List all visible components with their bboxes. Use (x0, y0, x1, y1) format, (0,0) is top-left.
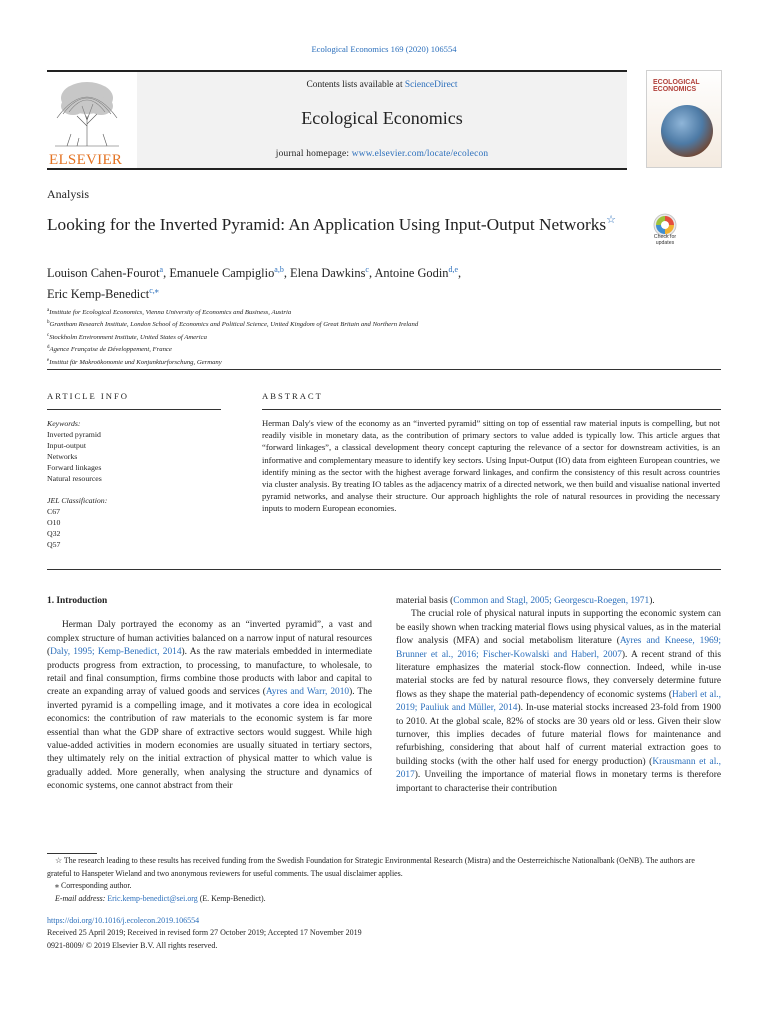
abstract-heading: ABSTRACT (262, 391, 323, 401)
journal-header (47, 70, 627, 170)
homepage-line (137, 149, 627, 159)
keyword-item: Networks (47, 452, 78, 461)
intro-paragraph-continuation (396, 595, 721, 608)
paper-title (47, 209, 617, 236)
section-heading: 1. Introduction (47, 596, 108, 606)
header-panel (137, 72, 627, 168)
intro-paragraph-1 (47, 619, 372, 793)
corresponding-mark: ⁎ (55, 881, 59, 891)
affiliation-e: $^e$Institut für Makroökonomie und Konjunkturforschung, Germany (47, 357, 222, 366)
text-span: ). Unveiling the importance of material flows in monetary terms is therefore important to characterise their contribution (396, 770, 721, 794)
affiliation-d: $^d$Agence Française de Développement, France (47, 345, 172, 354)
body-column-right (396, 595, 721, 796)
article-info (47, 418, 217, 550)
title-footnote-mark[interactable]: ☆ (606, 214, 617, 226)
sciencedirect-link[interactable]: ScienceDirect (404, 80, 458, 90)
author-list (47, 261, 637, 303)
keyword-item: Input-output (47, 441, 86, 450)
cover-title: ECOLOGICAL ECONOMICS (653, 79, 700, 93)
crossmark-label[interactable]: Check for updates (653, 234, 677, 246)
paper-title-text: Looking for the Inverted Pyramid: An Application Using Input-Output Networks (47, 214, 607, 234)
body-column-left (47, 595, 372, 794)
intro-paragraph-2 (396, 608, 721, 796)
article-meta-footer (47, 915, 721, 952)
corresponding-footnote (47, 880, 721, 893)
abstract-text: Herman Daly's view of the economy as an “inverted pyramid” sitting on top of essential raw material inputs is compelling, but not readily visible in monetary data, as the contribution of primary sectors to value added is typically low. This article argues that “forward linkages”, a classical development theory concept capturing the relevance of a sector for downstream activities, is an informative and complementary measure to identify key sectors. Using Input-Output (IO) data from eighteen European countries, we identify mining as the sector with the highest average forward linkages, and confirm the consistency of this result across countries via cluster analysis. By treating IO tables as the adjacency matrix of a directed network, we then build and visualise national inverted pyramid networks, and analyse their structure. Our approach highlights the role of natural resources in providing the necessary inputs to modern European economies. (262, 418, 720, 514)
text-span: material basis ( (396, 596, 454, 606)
contents-prefix: Contents lists available at (306, 80, 405, 90)
footnotes (47, 855, 721, 905)
journal-title: Ecological Economics (301, 108, 463, 128)
article-info-heading: ARTICLE INFO (47, 391, 129, 401)
journal-citation[interactable]: Ecological Economics 169 (2020) 106554 (311, 44, 457, 54)
email-suffix: (E. Kemp-Benedict). (199, 893, 266, 903)
citation-link[interactable]: Common and Stagl, 2005; Georgescu-Roegen, 1971 (453, 596, 650, 606)
jel-code: Q32 (47, 529, 61, 538)
author-1[interactable]: Emanuele Campiglio$^{a,b}$, (169, 265, 291, 281)
journal-cover-thumbnail[interactable] (646, 70, 722, 168)
corresponding-text: Corresponding author. (60, 881, 132, 891)
funding-text: The research leading to these results has received funding from the Swedish Foundation for Strategic Environmental Research (Mistra) and the Oesterreichische Nationalbank (OeNB). The authors are grateful to Hanspeter Wieland and two anonymous reviewers for useful comments. The usual disclaimer applies. (47, 856, 695, 878)
author-4[interactable]: Eric Kemp-Benedict$^{c,⁎}$ (47, 286, 159, 302)
contents-line (137, 80, 627, 90)
text-span: ). As the raw materials embedded in intermediate products progress from extraction, to processing, to manufacture, to wholesale, to retail and final consumption, firms combine those products with labor and capital to create an expanding array of valued goods and services ( (47, 647, 372, 698)
elsevier-wordmark: ELSEVIER (49, 152, 123, 168)
copyright-line: 0921-8009/ © 2019 Elsevier B.V. All rights reserved. (47, 940, 218, 950)
jel-code: O10 (47, 518, 61, 527)
abstract-rule (262, 409, 721, 410)
cover-globe-image (661, 105, 713, 157)
citation-link[interactable]: Haberl et al., 2019; Pauliuk and Müller, 2014 (396, 689, 721, 714)
article-type-label: Analysis (47, 187, 89, 201)
author-3[interactable]: Antoine Godin$^{d,e}$, (374, 265, 462, 281)
email-label: E-mail address: (55, 893, 106, 903)
affiliation-b: $^b$Grantham Research Institute, London School of Economics and Political Science, United Kingdom of Great Britain and Northern Ireland (47, 320, 419, 329)
front-matter-divider (47, 369, 721, 370)
text-span: ). In-use material stocks increased 23-fold from 1900 to 2010. At the global scale, 82% of stocks are 30 years old or less. Given their slow turnover, this implies decades of future material flows for maintenance and refurbishing, considering that about half of current material extraction goes to building stocks (with the other half used for energy production) ( (396, 703, 721, 767)
doi-link[interactable]: https://doi.org/10.1016/j.ecolecon.2019.106554 (47, 916, 200, 925)
funding-footnote-mark: ☆ (55, 856, 63, 865)
jel-label: JEL Classification: (47, 496, 108, 505)
affiliation-list (47, 306, 667, 368)
citation-link[interactable]: Ayres and Kneese, 1969; Brunner et al., 2016; Fischer-Kowalski and Haberl, 2007 (396, 636, 721, 660)
keyword-item: Natural resources (47, 474, 102, 483)
text-span: The crucial role of physical natural inputs in supporting the economic system can be easily shown when tracking material flows using physical values, as in the material flow analysis (MFA) and social metabolism literature ( (396, 609, 721, 647)
author-2[interactable]: Elena Dawkins$^c$, (290, 265, 375, 281)
article-info-rule (47, 409, 221, 410)
text-span: Herman Daly portrayed the economy as an “inverted pyramid”, a vast and complex structure of human activities balanced on a narrow input of natural resources ( (47, 620, 372, 658)
funding-footnote (47, 855, 721, 880)
keyword-item: Inverted pyramid (47, 430, 101, 439)
text-span: ). A recent strand of this literature emphasizes the material stock-flow connection. Indeed, while in-use material stocks are fed by natural resource flows, they conversely determine future flows as they shape the material path-dependency of economic systems ( (396, 649, 721, 700)
text-span: ). The inverted pyramid is a compelling image, and it motivates a core idea in ecological economics: the contribution of raw materials to the economic system is far more essential than what the GDP share of extractive sectors would suggest. While high value-added activities in modern economies are usually situated in tertiary sectors, they ultimately rely on the initial extraction of physical matter to which value is gradually added. More generally, when analysing the structure and dynamics of economic systems, one cannot abstract from their (47, 687, 372, 792)
citation-link[interactable]: Daly, 1995; Kemp-Benedict, 2014 (50, 647, 182, 658)
abstract-bottom-divider (47, 569, 721, 570)
received-dates: Received 25 April 2019; Received in revised form 27 October 2019; Accepted 17 November 2019 (47, 928, 362, 938)
citation-link[interactable]: Ayres and Warr, 2010 (265, 687, 350, 698)
text-span: ). (649, 596, 655, 606)
author-0[interactable]: Louison Cahen-Fourot$^a$, (47, 265, 170, 281)
keyword-item: Forward linkages (47, 463, 102, 472)
jel-code: C67 (47, 507, 60, 516)
footnote-rule (47, 853, 97, 854)
email-line (47, 893, 721, 906)
elsevier-tree-logo (47, 76, 127, 168)
citation-link[interactable]: Krausmann et al., 2017 (396, 756, 721, 781)
affiliation-a: $^a$Institute for Ecological Economics, Vienna University of Economics and Business, Austria (47, 308, 292, 317)
homepage-link[interactable]: www.elsevier.com/locate/ecolecon (351, 149, 489, 159)
homepage-prefix: journal homepage: (275, 149, 352, 159)
affiliation-c: $^c$Stockholm Environment Institute, United States of America (47, 332, 207, 342)
keywords-label: Keywords: (47, 419, 81, 428)
jel-code: Q57 (47, 540, 61, 549)
email-link[interactable]: Eric.kemp-benedict@sei.org (107, 893, 198, 903)
